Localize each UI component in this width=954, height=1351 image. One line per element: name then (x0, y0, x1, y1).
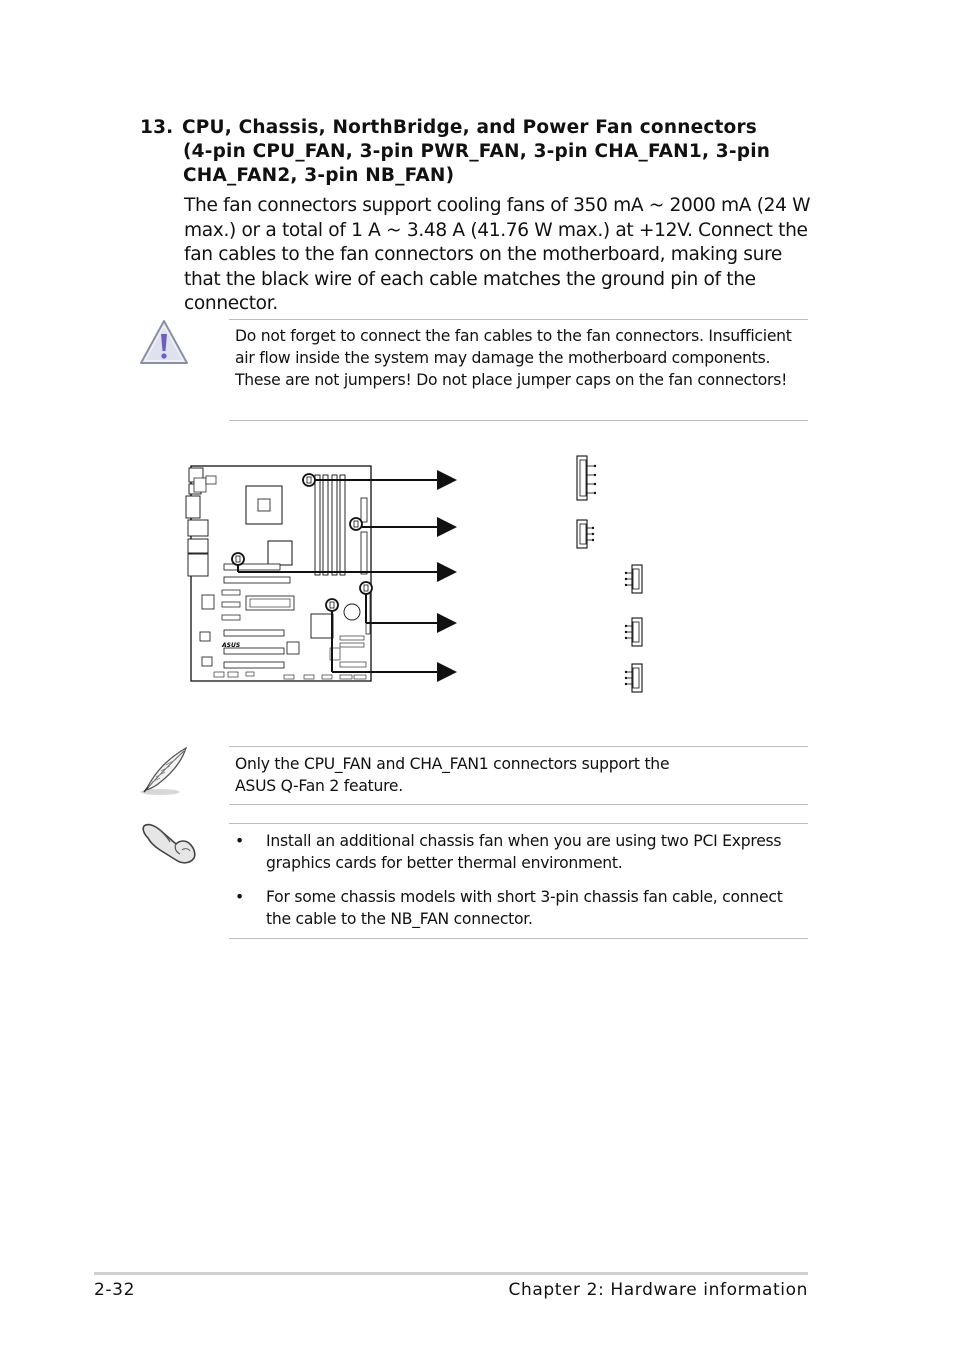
cha-fan2-marker (326, 599, 338, 611)
pointing-hand-icon (140, 820, 200, 866)
tips-top-divider (229, 823, 808, 824)
4-pin-connector-icon (577, 456, 596, 500)
3-pin-connector-icon (625, 664, 642, 692)
tip-1-line2: graphics cards for better thermal environment. (266, 853, 623, 872)
section-number: 13. (140, 117, 174, 138)
pwr-fan-marker (350, 518, 362, 530)
warning-triangle-icon (138, 318, 190, 368)
section-title-line1: CPU, Chassis, NorthBridge, and Power Fan connectors (182, 117, 757, 138)
section-title-line3: CHA_FAN2, 3-pin NB_FAN) (183, 165, 455, 186)
footer-rule (94, 1272, 808, 1275)
motherboard-layout-svg (180, 450, 660, 695)
fan-connector-diagram (180, 450, 660, 695)
note-bottom-divider (229, 804, 808, 805)
note-line2: ASUS Q-Fan 2 feature. (235, 776, 403, 795)
note-line1: Only the CPU_FAN and CHA_FAN1 connectors support the (235, 755, 670, 773)
tip-2-line2: the cable to the NB_FAN connector. (266, 909, 533, 928)
tip-1-line1: Install an additional chassis fan when you are using two PCI Express (266, 832, 782, 850)
3-pin-connector-icon (625, 618, 642, 646)
nb-fan-marker (360, 582, 372, 594)
note-text (235, 754, 805, 798)
page-number: 2-32 (94, 1280, 135, 1300)
cha-fan1-marker (232, 553, 244, 565)
section-heading (140, 116, 820, 188)
3-pin-connector-icon (625, 565, 642, 593)
tips-bottom-divider (229, 938, 808, 939)
warning-bottom-divider (229, 420, 808, 421)
quill-pen-icon (138, 744, 194, 798)
warning-text: Do not forget to connect the fan cables to the fan connectors. Insufficient air flow inside the system may damage the motherboard components. These are not jumpers! Do not place jumper caps on the fan connectors! (235, 327, 792, 389)
bullet-1: • (235, 832, 244, 850)
tip-item-1 (235, 831, 810, 875)
warning-top-divider (229, 319, 808, 320)
tip-item-2 (235, 887, 810, 931)
cpu-fan-marker (303, 474, 315, 486)
tip-2-line1: For some chassis models with short 3-pin chassis fan cable, connect (266, 888, 783, 906)
note-top-divider (229, 746, 808, 747)
3-pin-connector-icon (577, 520, 594, 548)
chapter-title: Chapter 2: Hardware information (508, 1280, 808, 1300)
section-body: The fan connectors support cooling fans of 350 mA ~ 2000 mA (24 W max.) or a total of 1 A ~ 3.48 A (41.76 W max.) at +12V. Connect the fan cables to the fan connectors on the motherboard, making sure that the black wire of each cable matches the ground pin of the connector. (184, 195, 811, 314)
bullet-2: • (235, 888, 244, 906)
board-logo: ASUS (222, 642, 241, 649)
section-title-line2: (4-pin CPU_FAN, 3-pin PWR_FAN, 3-pin CHA_FAN1, 3-pin (183, 141, 771, 162)
